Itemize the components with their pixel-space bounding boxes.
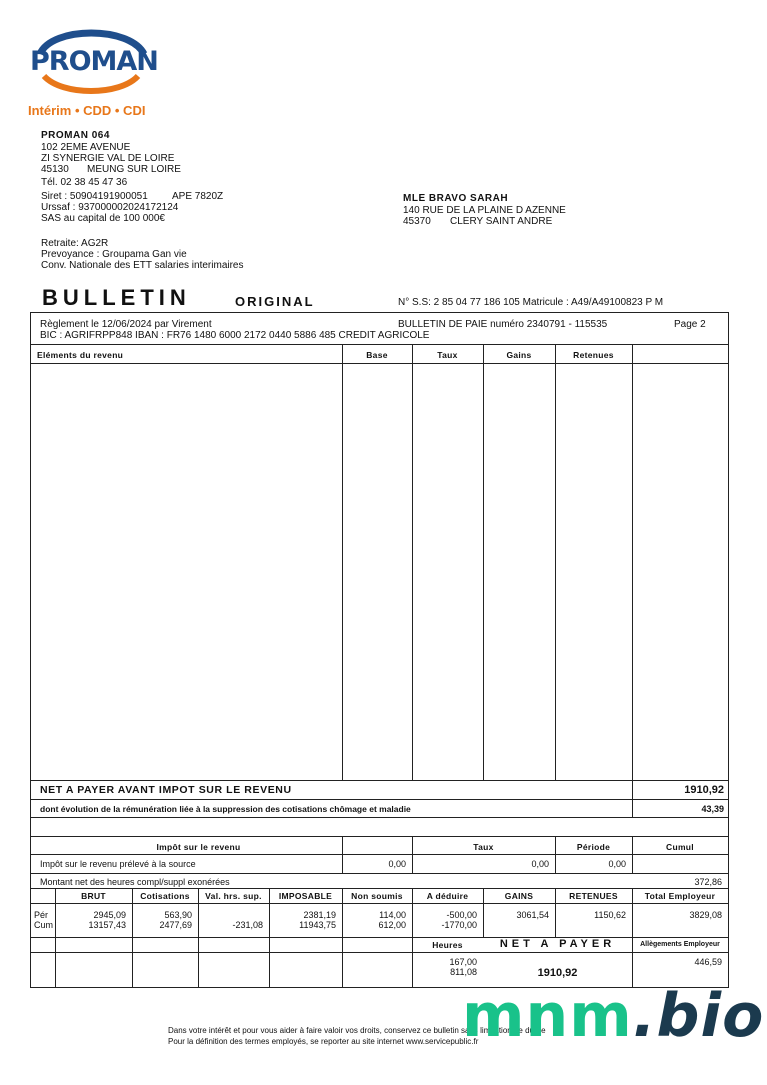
net-avant-impot-label: NET A PAYER AVANT IMPOT SUR LE REVENU [40,784,292,796]
payslip-table [30,312,729,988]
logo-tagline: Intérim • CDD • CDI [28,103,146,118]
impot-taux-header: Taux [473,842,494,852]
summary-header-total-employeur: Total Employeur [644,891,716,901]
employer-phone: Tél. 02 38 45 47 36 [41,177,128,188]
cum-brut: 13157,43 [88,920,126,930]
heures-compl-label: Montant net des heures compl/suppl exonérées [40,877,230,887]
cum-a-deduire: -1770,00 [441,920,477,930]
employer-prevoyance: Prevoyance : Groupama Gan vie [41,249,187,260]
cum-non-soumis: 612,00 [378,920,406,930]
watermark-part1: mnm [462,981,633,1051]
prelevement-base: 0,00 [388,859,406,869]
mnm-bio-watermark [462,980,764,1052]
summary-header-cotisations: Cotisations [140,891,190,901]
prelevement-periode: 0,00 [608,859,626,869]
employer-address1: 102 2EME AVENUE [41,142,131,153]
per-retenues: 1150,62 [594,910,626,920]
summary-header-gains: GAINS [504,891,534,901]
header-taux: Taux [437,350,458,360]
employer-ape: APE 7820Z [172,191,224,202]
per-cotisations: 563,90 [164,910,192,920]
employer-city: MEUNG SUR LOIRE [87,164,181,175]
proman-logo [28,24,158,120]
employer-convention: Conv. Nationale des ETT salaries interimaires [41,260,244,271]
watermark-part2: .bio [632,981,765,1051]
header-elements: Eléments du revenu [37,350,124,360]
evolution-value: 43,39 [701,804,724,814]
header-retenues: Retenues [573,350,614,360]
logo-brand: PROMAN [30,46,158,77]
header-base: Base [366,350,388,360]
employer-retraite: Retraite: AG2R [41,238,109,249]
impot-cumul-header: Cumul [666,842,694,852]
impot-periode-header: Période [576,842,611,852]
employee-city: CLERY SAINT ANDRE [450,216,553,227]
page-number: Page 2 [674,319,706,330]
employer-name: PROMAN 064 [41,130,110,141]
heures-per: 167,00 [449,957,477,967]
row-label-cum: Cum [34,920,54,930]
per-imposable: 2381,19 [303,910,336,920]
net-a-payer-value: 1910,92 [537,967,578,979]
employer-urssaf: Urssaf : 937000002024172124 [41,202,179,213]
summary-header-a-deduire: A déduire [426,891,469,901]
per-total-employeur: 3829,08 [689,910,722,920]
net-a-payer-label: NET A PAYER [499,938,616,950]
original-label: ORIGINAL [235,294,315,309]
employer-postcode: 45130 [41,164,69,175]
bic-iban-text: BIC : AGRIFRPP848 IBAN : FR76 1480 6000 2172 0440 5886 485 CREDIT AGRICOLE [40,330,430,341]
allegements-value: 446,59 [694,957,722,967]
employee-name: MLE BRAVO SARAH [403,193,509,204]
per-brut: 2945,09 [93,910,126,920]
header-gains: Gains [506,350,532,360]
footer-line2: Pour la définition des termes employés, se reporter au site internet www.servicepublic.fr [168,1037,479,1046]
reglement-text: Règlement le 12/06/2024 par Virement [40,319,212,330]
per-gains: 3061,54 [516,910,549,920]
impot-header: Impôt sur le revenu [156,842,241,852]
employer-address2: ZI SYNERGIE VAL DE LOIRE [41,153,175,164]
cum-val-hrs: -231,08 [232,920,263,930]
ss-matricule: N° S.S: 2 85 04 77 186 105 Matricule : A49/A49100823 P M [398,297,664,308]
per-non-soumis: 114,00 [379,910,406,920]
bulletin-title: BULLETIN [42,285,191,310]
employer-capital: SAS au capital de 100 000€ [41,213,165,224]
allegements-label: Allègements Employeur [640,941,720,948]
prelevement-taux: 0,00 [531,859,549,869]
cum-cotisations: 2477,69 [159,920,192,930]
employee-postcode: 45370 [403,216,431,227]
summary-header-imposable: IMPOSABLE [278,891,333,901]
cum-imposable: 11943,75 [299,920,336,930]
summary-header-retenues: RETENUES [569,891,618,901]
summary-header-val-hrs: Val. hrs. sup. [205,891,262,901]
footer-line1: Dans votre intérêt et pour vous aider à faire valoir vos droits, conservez ce bulletin sans limitation de durée [168,1026,546,1035]
evolution-label: dont évolution de la rémunération liée à la suppression des cotisations chômage et maladie [40,804,411,814]
bulletin-numero: BULLETIN DE PAIE numéro 2340791 - 115535 [398,319,608,330]
net-avant-impot-value: 1910,92 [684,784,724,796]
heures-cum: 811,08 [450,967,477,977]
summary-header-non-soumis: Non soumis [351,891,403,901]
summary-header-brut: BRUT [81,891,106,901]
heures-compl-cumul: 372,86 [694,877,722,887]
employer-siret: Siret : 50904191900051 [41,191,148,202]
heures-label: Heures [432,940,463,950]
per-a-deduire: -500,00 [446,910,477,920]
employee-address: 140 RUE DE LA PLAINE D AZENNE [403,205,566,216]
prelevement-label: Impôt sur le revenu prélevé à la source [40,859,196,869]
row-label-per: Pér [34,910,49,920]
